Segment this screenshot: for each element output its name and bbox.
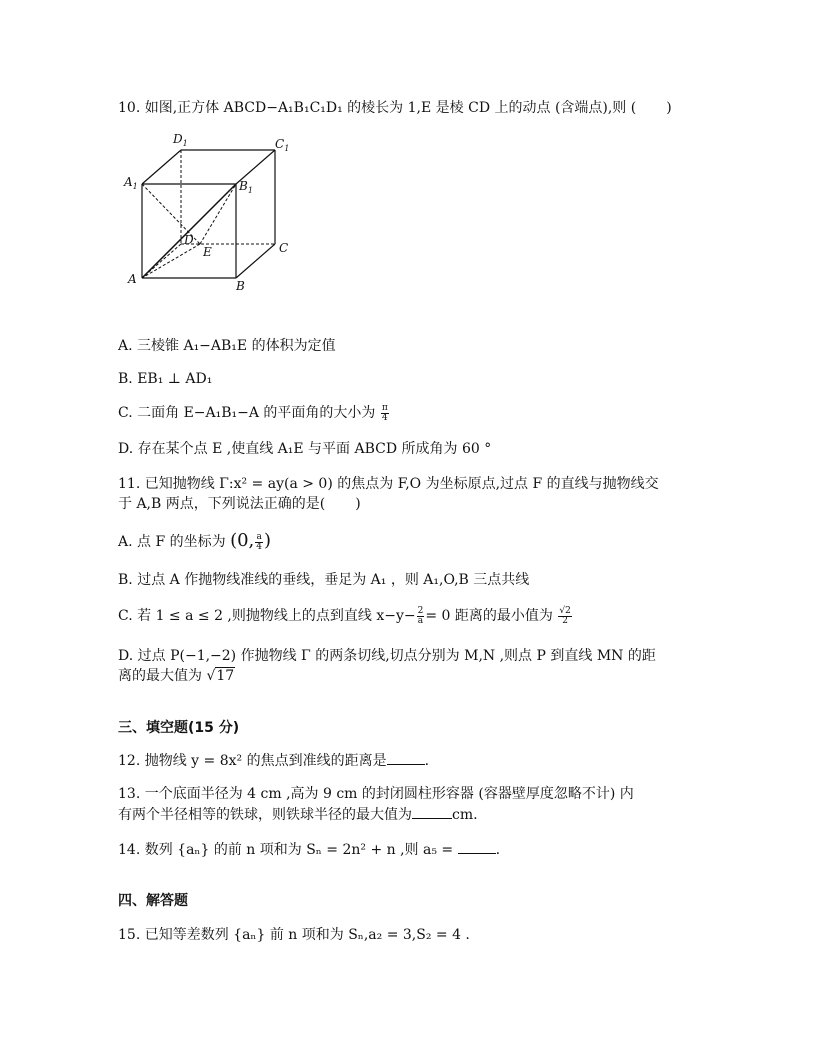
a-over-4-fraction: $\frac{a}{4}$ <box>256 531 263 552</box>
q11-stem-line2-text: 于 A,B 两点，下列说法正确的是( <box>118 496 326 512</box>
q11-option-d-line1: D. 过点 P(−1,−2) 作抛物线 Γ 的两条切线,切点分别为 M,N ,则点 P 到直线 MN 的距 <box>118 648 656 664</box>
q13-answer-blank[interactable] <box>412 804 452 819</box>
section-solutions-title: 四、解答题 <box>118 893 188 909</box>
q10-stem-close: ) <box>666 100 672 116</box>
coord-close: ) <box>264 530 272 551</box>
q11-stem-line2 <box>118 494 361 514</box>
label-A: A <box>128 272 137 286</box>
label-E: E <box>203 245 212 259</box>
label-C: C <box>279 241 289 255</box>
sqrt17-radicand: 17 <box>216 668 235 684</box>
q13-line1: 13. 一个底面半径为 4 cm ,高为 9 cm 的封闭圆柱形容器 (容器壁厚度忽略不计) 内 <box>118 786 634 802</box>
q11-option-a <box>118 531 271 552</box>
q14-text: 14. 数列 {aₙ} 的前 n 项和为 Sₙ = 2n² + n ,则 a₅ = <box>118 842 454 858</box>
q11-option-b: B. 过点 A 作抛物线准线的垂线，垂足为 A₁ ，则 A₁,O,B 三点共线 <box>118 572 530 588</box>
coord-open: (0, <box>230 530 255 551</box>
q12 <box>118 750 429 771</box>
label-D1: $D_1$ <box>173 132 188 148</box>
q14 <box>118 839 500 860</box>
q10-option-d: D. 存在某个点 E ,使直线 A₁E 与平面 ABCD 所成角为 60 ° <box>118 441 492 457</box>
q11-stem-close: ) <box>355 496 361 512</box>
q10-stem-text: 10. 如图,正方体 ABCD−A₁B₁C₁D₁ 的棱长为 1,E 是棱 CD 上的动点 (含端点),则 ( <box>118 100 637 116</box>
two-over-a-fraction: $\frac{2}{a}$ <box>417 605 424 626</box>
q10-stem <box>118 98 672 118</box>
q10-option-c <box>118 403 390 423</box>
q11-option-c-mid: = 0 距离的最小值为 <box>425 608 553 624</box>
label-D: D <box>184 233 194 247</box>
label-A1: $A_1$ <box>124 175 138 191</box>
q14-post: . <box>495 842 501 858</box>
q12-answer-blank[interactable] <box>387 750 425 765</box>
cube-figure <box>118 128 298 293</box>
q13-line2 <box>118 804 478 825</box>
q11-option-d-line2-text: 离的最大值为 √ <box>118 668 216 684</box>
label-B: B <box>236 279 245 293</box>
q11-stem-line1: 11. 已知抛物线 Γ:x² = ay(a > 0) 的焦点为 F,O 为坐标原点,过点 F 的直线与抛物线交 <box>118 476 659 492</box>
q11-option-d-line2 <box>118 666 235 686</box>
q13-line2-text: 有两个半径相等的铁球，则铁球半径的最大值为 <box>118 807 412 823</box>
sqrt2-over-2-fraction: $\frac{√2}{2}$ <box>559 605 571 626</box>
label-C1: $C_1$ <box>275 137 290 153</box>
pi-over-4-fraction: $\frac{\pi}{4}$ <box>381 402 388 423</box>
q11-option-c-text: C. 若 1 ≤ a ≤ 2 ,则抛物线上的点到直线 x−y− <box>118 608 416 624</box>
q10-option-b: B. EB₁ ⊥ AD₁ <box>118 371 213 387</box>
q10-option-a: A. 三棱锥 A₁−AB₁E 的体积为定值 <box>118 338 336 354</box>
q15: 15. 已知等差数列 {aₙ} 前 n 项和为 Sₙ,a₂ = 3,S₂ = 4 . <box>118 927 470 943</box>
q10-option-c-text: C. 二面角 E−A₁B₁−A 的平面角的大小为 <box>118 405 376 421</box>
q14-answer-blank[interactable] <box>458 839 496 854</box>
q13-post: cm. <box>452 807 478 823</box>
q11-option-c <box>118 606 573 626</box>
q12-text: 12. 抛物线 y = 8x² 的焦点到准线的距离是 <box>118 753 387 769</box>
q12-post: . <box>424 753 430 769</box>
label-B1: $B_1$ <box>239 179 253 195</box>
section-fill-in-title: 三、填空题(15 分) <box>118 720 240 736</box>
q11-option-a-text: A. 点 F 的坐标为 <box>118 534 226 550</box>
